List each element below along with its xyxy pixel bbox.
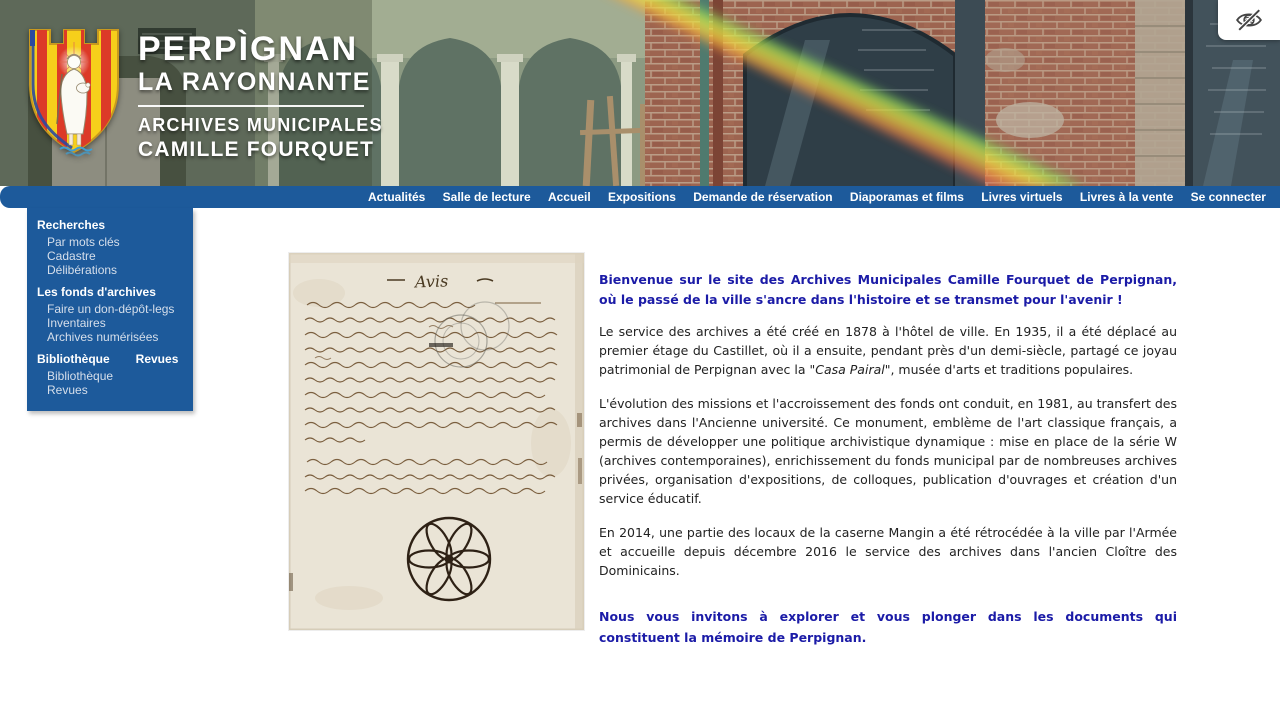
document-title-word: Avis bbox=[414, 271, 449, 292]
nav-item-expositions[interactable]: Expositions bbox=[607, 190, 676, 204]
archive-document-image[interactable] bbox=[289, 253, 584, 630]
site-logo[interactable] bbox=[24, 16, 383, 164]
sidebar-section-fonds-archives bbox=[27, 277, 193, 302]
nav-item-actualites[interactable]: Actualités bbox=[368, 190, 426, 204]
sidebar-item-revues[interactable]: Revues bbox=[47, 383, 88, 397]
sidebar-section-title2: Revues bbox=[135, 352, 179, 366]
sidebar-item-bibliotheque[interactable]: Bibliothèque bbox=[47, 369, 114, 383]
logo-title-line2: LA RAYONNANTE bbox=[138, 67, 371, 96]
sidebar-item-archives-numerisees[interactable]: Archives numérisées bbox=[47, 330, 159, 344]
nav-item-demande-reservation[interactable]: Demande de réservation bbox=[693, 190, 833, 204]
sidebar-item-cadastre[interactable]: Cadastre bbox=[47, 249, 96, 263]
main-nav bbox=[0, 186, 1280, 208]
eye-off-icon bbox=[1235, 6, 1263, 34]
nav-item-livres-virtuels[interactable]: Livres virtuels bbox=[981, 190, 1063, 204]
header-banner bbox=[0, 0, 1280, 186]
nav-item-accueil[interactable]: Accueil bbox=[547, 190, 591, 204]
sidebar-section-title: Les fonds d'archives bbox=[37, 285, 156, 299]
nav-item-salle-de-lecture[interactable]: Salle de lecture bbox=[442, 190, 531, 204]
sidebar-section-recherches bbox=[27, 210, 193, 235]
nav-item-livres-a-la-vente[interactable]: Livres à la vente bbox=[1079, 190, 1174, 204]
sidebar-item-deliberations[interactable]: Délibérations bbox=[47, 263, 118, 277]
logo-title-line1: PERPÌGNAN bbox=[138, 30, 359, 68]
perpignan-crest-icon bbox=[24, 16, 124, 164]
welcome-heading: Bienvenue sur le site des Archives Municipales Camille Fourquet de Perpignan, où le passé de la ville s'ancre dans l'histoire et se transmet pour l'avenir ! bbox=[599, 272, 1177, 307]
logo-divider bbox=[138, 105, 364, 107]
sidebar-item-par-mots-cles[interactable]: Par mots clés bbox=[47, 235, 120, 249]
hide-images-button[interactable] bbox=[1218, 0, 1280, 40]
main-content bbox=[599, 270, 1177, 648]
history-paragraph-2: L'évolution des missions et l'accroissement des fonds ont conduit, en 1981, au transfert des archives dans l'Ancienne université. Ce monument, emblème de l'art classique français, a permis de développer une politique archivistique dynamique : mise en place de la série W (archives contemporaines), enrichissement du fonds municipal par de nombreuses archives privées, organisation d'expositions, de colloques, publication d'ouvrages et création d'un service éducatif. bbox=[599, 396, 1177, 506]
sidebar-menu bbox=[27, 208, 193, 411]
logo-text bbox=[138, 16, 383, 163]
logo-dept-line1: ARCHIVES MUNICIPALES bbox=[138, 114, 383, 135]
sidebar-section-title: Recherches bbox=[37, 218, 106, 232]
sidebar-section-bibliotheque-revues bbox=[27, 344, 193, 369]
invitation-text: Nous vous invitons à explorer et vous plonger dans les documents qui constituent la mémoire de Perpignan. bbox=[599, 609, 1177, 645]
logo-dept-line2: CAMILLE FOURQUET bbox=[138, 138, 375, 162]
nav-item-se-connecter[interactable]: Se connecter bbox=[1190, 190, 1266, 204]
paragraph1-text: Le service des archives a été créé en 1878 à l'hôtel de ville. En 1935, il a été déplacé au premier étage du Castillet, où il a ensuite, pendant près d'un demi-siècle, partagé ce joyau patrimonial de Perpignan avec la " bbox=[599, 324, 1177, 377]
manuscript-drawing bbox=[289, 253, 584, 630]
paragraph1-text-end: ", musée d'arts et traditions populaires. bbox=[884, 362, 1134, 377]
sidebar-section-title: Bibliothèque bbox=[37, 352, 110, 366]
casa-pairal-italic: Casa Pairal bbox=[815, 362, 885, 377]
sidebar-item-inventaires[interactable]: Inventaires bbox=[47, 316, 106, 330]
nav-item-diaporamas-films[interactable]: Diaporamas et films bbox=[849, 190, 964, 204]
history-paragraph-3: En 2014, une partie des locaux de la caserne Mangin a été rétrocédée à la ville par l'Armée et accueille depuis décembre 2016 le service des archives dans l'ancien Cloître des Dominicains. bbox=[599, 525, 1177, 578]
sidebar-item-faire-un-don[interactable]: Faire un don-dépôt-legs bbox=[47, 302, 175, 316]
history-paragraph-1 bbox=[599, 322, 1177, 379]
